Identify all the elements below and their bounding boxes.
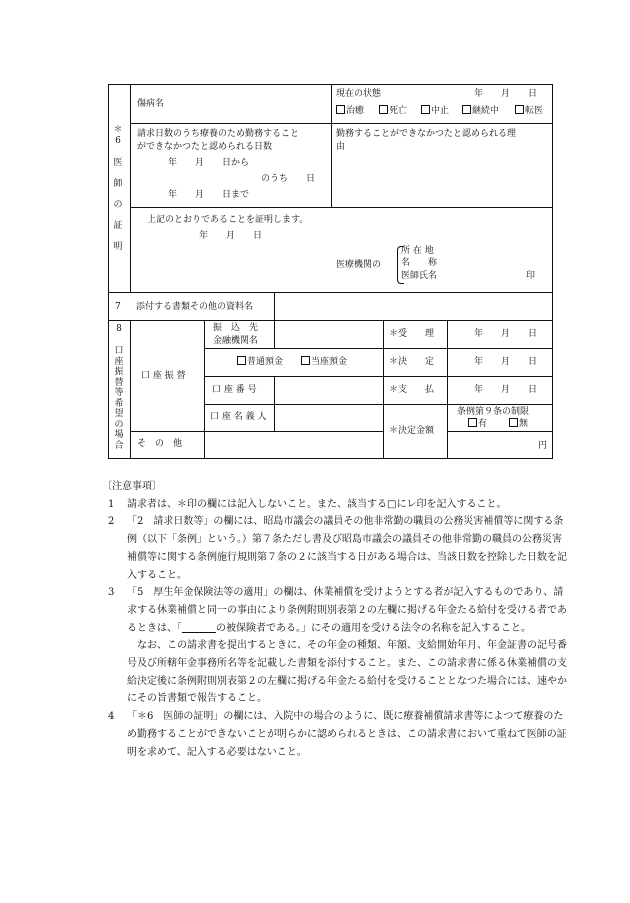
days-label-line1: 請求日数のうち療養のため勤務すること bbox=[137, 129, 300, 139]
restriction-no[interactable]: 無 bbox=[509, 418, 528, 430]
note-number: 1 bbox=[108, 498, 115, 510]
deposit-ordinary[interactable]: 普通預金 bbox=[237, 356, 283, 368]
checkbox-icon bbox=[515, 105, 524, 114]
status-label: 現在の状態 bbox=[336, 89, 382, 99]
seal-mark: 印 bbox=[526, 271, 536, 281]
status-option-cured[interactable]: 治癒 bbox=[336, 105, 364, 117]
note-text-after: の被保険者である。」にその適用を受ける法令の名称を記入すること。 bbox=[216, 622, 531, 634]
certify-text: 上記のとおりであることを証明します。 bbox=[147, 215, 309, 225]
certify-date: 年 月 日 bbox=[199, 231, 263, 241]
note-paragraph: なお、この請求書を提出するときに、その年金の種類、年額、支給開始年月、年金証書の記号番号及び所轄年金事務所名等を記載した書類を添付すること。また、この請求書に係る休業補償の支給決定後に条例附則別表第２の左欄に掲げる年金たる給付を受けることとなつた場合には、速やかにその旨書類で報告すること。 bbox=[127, 640, 567, 705]
note-number: 4 bbox=[108, 711, 115, 723]
checkbox-icon bbox=[462, 105, 471, 114]
status-date: 年 月 日 bbox=[474, 89, 538, 99]
section8-label: 口座振替等希望の場合 bbox=[114, 346, 124, 451]
checkbox-icon bbox=[336, 105, 345, 114]
status-option-transfer[interactable]: 転医 bbox=[515, 105, 543, 117]
checkbox-icon bbox=[379, 105, 388, 114]
bank-label-line1: 振 込 先 bbox=[213, 323, 259, 333]
note-text: 「2 請求日数等」の欄には、昭島市議会の議員その他非常勤の職員の公務災害補償等に関する条例（以下「条例」という。）第７条ただし書及び昭島市議会の議員その他非常勤の職員の公務災害補償等に関する条例施行規則第７条の２に該当する日がある場合は、当該日数を控除した日数を記入すること。 bbox=[127, 516, 567, 581]
notes-section bbox=[102, 478, 570, 761]
checkbox-icon bbox=[509, 418, 518, 427]
note-text: 「＊6 医師の証明」の欄には、入院中の場合のように、既に療養補償請求書等によつて療養のため勤務することができないことが明らかに認められるときは、この請求書において重ねて医師の証明を求めて、記入する必要はないこと。 bbox=[127, 711, 567, 758]
doctor-name-label: 医師氏名 bbox=[401, 271, 438, 281]
received-date: 年 月 日 bbox=[474, 329, 538, 339]
received-label: ＊受 理 bbox=[389, 329, 435, 339]
address-label: 所 在 地 bbox=[401, 246, 434, 256]
reason-label-line1: 勤務することができなかつたと認められる理 bbox=[336, 129, 517, 139]
payment-date: 年 月 日 bbox=[474, 385, 538, 395]
decided-amount-label: ＊決定金額 bbox=[389, 426, 435, 436]
status-option-continuing[interactable]: 継続中 bbox=[462, 105, 499, 117]
payment-label: ＊支 払 bbox=[389, 385, 435, 395]
status-option-deceased[interactable]: 死亡 bbox=[379, 105, 407, 117]
checkbox-icon bbox=[421, 105, 430, 114]
section7-number: 7 bbox=[115, 302, 121, 312]
restriction-yes[interactable]: 有 bbox=[468, 418, 487, 430]
note-item bbox=[108, 496, 570, 514]
days-label-line2: ができなかつたと認められる日数 bbox=[137, 142, 273, 152]
note-text: 請求者は、＊印の欄には記入しないこと。また、該当する□にレ印を記入すること。 bbox=[127, 498, 507, 510]
transfer-label: 口 座 振 替 bbox=[141, 371, 186, 381]
days-from: 年 月 日から bbox=[168, 158, 250, 168]
note-number: 2 bbox=[108, 516, 115, 528]
checkbox-icon bbox=[468, 418, 477, 427]
note-text-before: 「5 厚生年金保険法等の適用」の欄は、休業補償を受けようとする者が記入するものであり、請求する休業補償と同一の事由により条例附則別表第２の左欄に掲げる年金たる給付を受ける者であるときは、「 bbox=[127, 587, 567, 634]
note-item bbox=[108, 513, 570, 584]
note-number: 3 bbox=[108, 587, 115, 599]
account-holder-label: 口 座 名 義 人 bbox=[210, 412, 267, 422]
status-option-stopped[interactable]: 中止 bbox=[421, 105, 449, 117]
other-label: そ の 他 bbox=[137, 439, 183, 449]
deposit-current[interactable]: 当座預金 bbox=[301, 356, 347, 368]
yen-label: 円 bbox=[538, 441, 548, 451]
account-number-label: 口 座 番 号 bbox=[212, 385, 257, 395]
reason-label-line2: 由 bbox=[336, 142, 346, 152]
bank-label-line2: 金融機関名 bbox=[213, 336, 259, 346]
attachments-label: 添付する書類その他の資料名 bbox=[136, 302, 254, 312]
section6-mark: ＊ bbox=[113, 125, 123, 135]
section6-number: 6 bbox=[115, 136, 121, 146]
restriction-label: 条例第９条の制限 bbox=[457, 407, 530, 417]
checkbox-icon bbox=[237, 356, 246, 365]
days-to: 年 月 日まで bbox=[168, 190, 250, 200]
decided-label: ＊決 定 bbox=[389, 357, 435, 367]
note-item bbox=[108, 708, 570, 761]
facility-name-label: 名 称 bbox=[401, 258, 438, 268]
disease-name-label: 傷病名 bbox=[137, 99, 165, 109]
note-item bbox=[108, 584, 570, 637]
checkbox-icon bbox=[301, 356, 310, 365]
section6-label: 医師の証明 bbox=[113, 158, 123, 252]
blank-field bbox=[182, 621, 216, 633]
facility-label: 医療機関の bbox=[336, 260, 382, 270]
decided-date: 年 月 日 bbox=[474, 357, 538, 367]
notes-heading: 〔注意事項〕 bbox=[102, 481, 162, 492]
days-of-which: のうち 日 bbox=[261, 174, 316, 184]
section8-number: 8 bbox=[116, 324, 122, 334]
